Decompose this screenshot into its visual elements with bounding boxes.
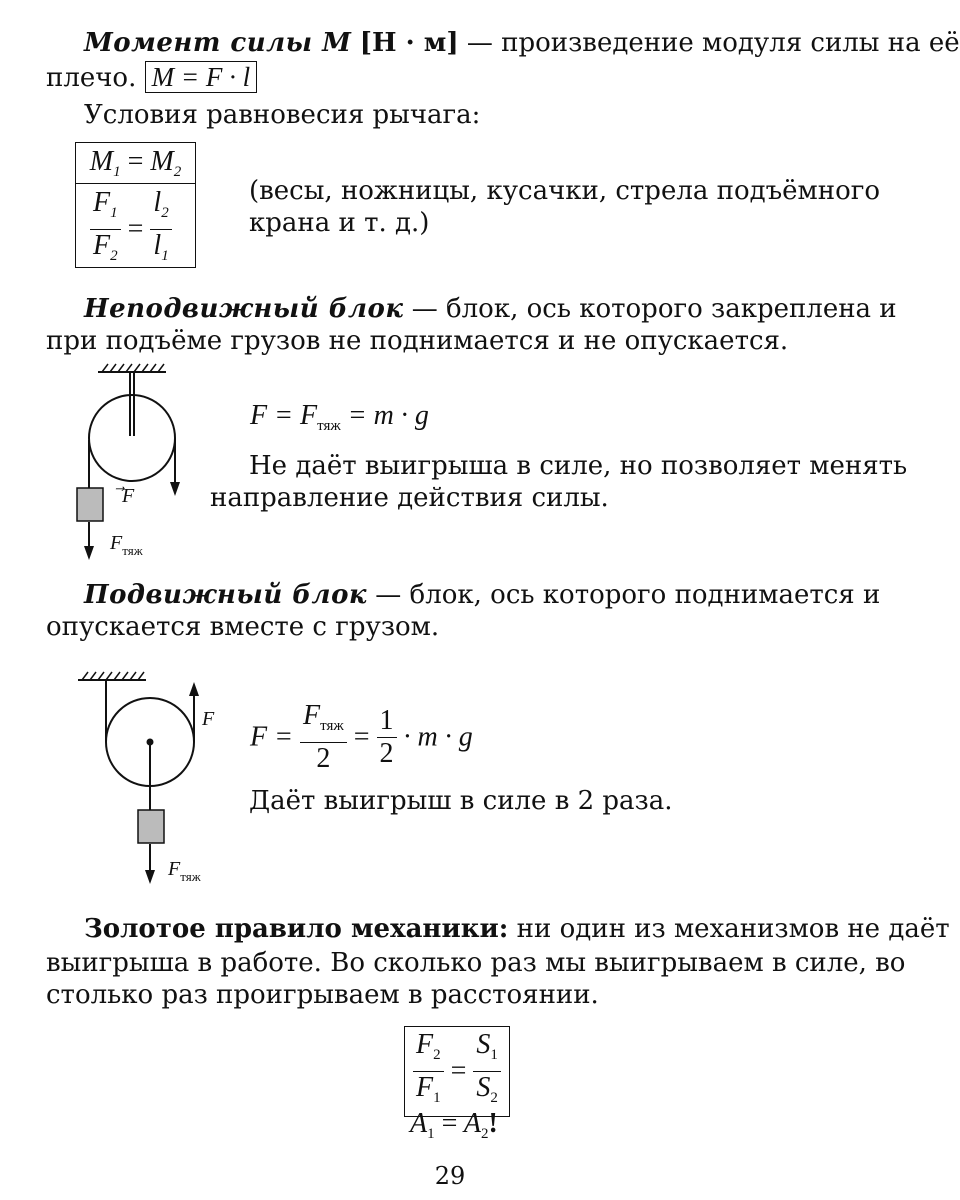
gravity-arrow-head <box>84 546 94 560</box>
f1-sub: 1 <box>110 205 118 221</box>
f2-sub: 2 <box>110 248 118 264</box>
equals: = <box>127 146 144 177</box>
force-arm-ratio <box>90 187 172 272</box>
f1-symbol: F <box>93 187 111 218</box>
l2-sub: 2 <box>161 205 169 221</box>
m1-symbol: M <box>89 146 114 177</box>
golden-rule-line1 <box>84 914 950 944</box>
gr-s2-sub: 2 <box>490 1090 498 1106</box>
load-weight <box>77 488 103 521</box>
fixed-block-term: Неподвижный блок <box>84 294 404 324</box>
moment-rest: — произведение модуля силы на её <box>458 28 960 58</box>
gr-a1-sub: 1 <box>427 1126 435 1142</box>
fixed-gravity-label <box>110 532 143 559</box>
fixed-block-formula <box>250 400 429 435</box>
ceiling-hatch-2 <box>82 672 144 680</box>
moment-equality <box>76 143 195 184</box>
gr-s1-sub: 1 <box>490 1047 498 1063</box>
movable-f-symbol: F <box>202 708 215 730</box>
m1-sub: 1 <box>113 164 121 180</box>
fixed-formula-rest: = m · g <box>340 400 429 431</box>
ratio-equals: = <box>127 213 144 245</box>
moment-unit: [Н · м] <box>359 28 459 58</box>
golden-rule-line3: столько раз проигрываем в расстоянии. <box>46 980 599 1010</box>
gr-s2: S <box>476 1072 491 1103</box>
l1-symbol: l <box>153 230 162 261</box>
movable-formula-rest: · m · g <box>403 721 473 753</box>
load-weight-2 <box>138 810 164 843</box>
gr-bang: ! <box>488 1108 498 1139</box>
ceiling-hatch <box>102 364 164 372</box>
movable-block-term: Подвижный блок <box>84 580 368 610</box>
half-num: 1 <box>377 705 397 738</box>
movable-block-definition-line2: опускается вместе с грузом. <box>46 612 440 642</box>
m2-symbol: M <box>150 146 174 177</box>
pulley-axle <box>147 739 154 746</box>
movable-gravity-label <box>168 858 201 885</box>
gr-f1-sub: 1 <box>433 1090 441 1106</box>
frac-num-sub: тяж <box>320 718 344 734</box>
lever-examples-line2: крана и т. д.) <box>249 208 430 238</box>
pull-arrow-head <box>189 682 199 696</box>
half-den: 2 <box>379 738 394 769</box>
movable-formula-f: F = <box>250 721 293 753</box>
fixed-f-symbol: F <box>122 485 135 507</box>
movable-block-definition-line1 <box>84 580 880 610</box>
golden-rule-line2: выигрыша в работе. Во сколько раз мы выигрываем в силе, во <box>46 948 906 978</box>
gr-a2-sub: 2 <box>481 1126 489 1142</box>
golden-rule-ratio-box <box>404 1026 510 1117</box>
l2-symbol: l <box>153 187 162 218</box>
golden-rule-term: Золотое правило механики: <box>84 914 509 944</box>
frac-den: 2 <box>316 743 331 774</box>
gr-f2: F <box>416 1029 434 1060</box>
page-number: 29 <box>434 1162 466 1190</box>
movable-equals: = <box>353 721 370 753</box>
fixed-block-definition-line1 <box>84 294 897 324</box>
gr-a2: A <box>463 1108 482 1139</box>
fixed-block-definition-line2: при подъёме грузов не поднимается и не опускается. <box>46 326 789 356</box>
fixed-force-label <box>122 483 134 508</box>
movable-pulley-diagram <box>70 660 240 890</box>
fixed-block-desc-line2: направление действия силы. <box>210 483 609 513</box>
gr-f2-sub: 2 <box>433 1047 441 1063</box>
golden-rule-rest: ни один из механизмов не даёт <box>508 914 950 944</box>
lever-conditions-box <box>75 142 196 268</box>
movable-force-label <box>202 708 214 731</box>
moment-formula: M = F · l <box>145 61 257 93</box>
movable-fg-symbol: F <box>168 858 181 880</box>
l1-sub: 1 <box>161 248 169 264</box>
moment-term: Момент силы M <box>84 28 352 58</box>
frac-num-f: F <box>303 700 321 731</box>
fixed-block-desc-line1: Не даёт выигрыша в силе, но позволяет менять <box>249 451 908 481</box>
gr-f1: F <box>416 1072 434 1103</box>
fixed-pulley-diagram <box>60 360 220 560</box>
gravity-arrow-head-2 <box>145 870 155 884</box>
work-equality <box>410 1108 498 1143</box>
movable-block-formula <box>250 700 473 775</box>
fixed-block-rest: — блок, ось которого закреплена и <box>403 294 897 324</box>
fixed-fg-sub: тяж <box>122 543 143 558</box>
fixed-formula-f: F = F <box>250 400 318 431</box>
m2-sub: 2 <box>173 164 182 180</box>
fixed-formula-sub: тяж <box>317 418 341 434</box>
gr-s1: S <box>476 1029 491 1060</box>
fixed-fg-symbol: F <box>110 532 123 554</box>
moment-definition-line1 <box>84 28 960 58</box>
gr-equals: = <box>450 1055 467 1087</box>
movable-block-desc: Даёт выигрыш в силе в 2 раза. <box>249 786 673 816</box>
gr-a-equals: = <box>441 1108 458 1139</box>
gr-a1: A <box>410 1108 428 1139</box>
movable-block-rest: — блок, ось которого поднимается и <box>367 580 881 610</box>
moment-definition-line2 <box>46 62 257 93</box>
f2-symbol: F <box>93 230 111 261</box>
movable-fg-sub: тяж <box>180 869 201 884</box>
lever-heading: Условия равновесия рычага: <box>84 100 481 130</box>
lever-examples-line1: (весы, ножницы, кусачки, стрела подъёмного <box>249 176 881 206</box>
force-arrow-head <box>170 482 180 496</box>
fixed-pulley-wheel <box>89 395 175 481</box>
moment-line2: плечо. <box>46 63 137 93</box>
